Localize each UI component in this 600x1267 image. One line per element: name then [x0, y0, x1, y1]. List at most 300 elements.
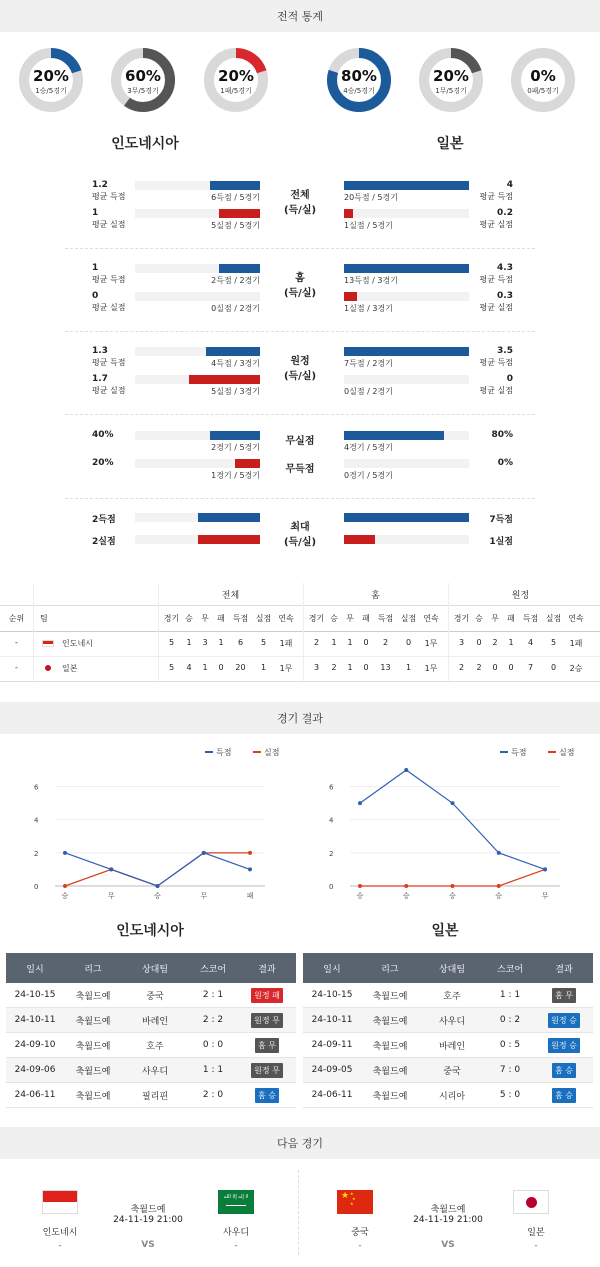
results-header-cell: 상대팀 — [141, 964, 169, 975]
result-badge: 원정 무 — [251, 1013, 283, 1028]
stat-cell: 0 — [492, 663, 498, 672]
flag-star-icon: ★ — [350, 1191, 354, 1196]
legend-label: 득점 — [511, 748, 527, 757]
result-cell — [535, 1063, 593, 1078]
x-tick-label: 무 — [541, 892, 549, 900]
data-point — [451, 884, 455, 888]
stat-label: 무실점 — [285, 436, 315, 447]
result-league: 축월드예 — [75, 1016, 111, 1027]
stat-bar-fill — [344, 431, 444, 440]
result-badge: 홈 승 — [552, 1088, 576, 1103]
result-cell — [535, 1088, 593, 1103]
result-score: 2 : 1 — [202, 990, 224, 1000]
result-league: 축월드예 — [75, 991, 111, 1002]
stat-value: 0.2 — [497, 208, 513, 218]
flag-japan-icon — [45, 665, 51, 671]
flag-disc — [526, 1197, 537, 1208]
stat-bar-track — [135, 459, 260, 468]
next-datetime: 24-11-19 21:00 — [113, 1215, 183, 1225]
series-line — [65, 853, 250, 886]
stat-cell: 7 — [527, 663, 534, 672]
team-header: 팀 — [40, 614, 48, 623]
donut-subtext: 3무/5경기 — [127, 87, 159, 95]
section-header-record: 전적 통계 — [0, 0, 600, 32]
result-badge: 홈 승 — [552, 1063, 576, 1078]
home-team-name-results: 인도네시아 — [116, 923, 184, 939]
stat-cell: 1 — [508, 638, 514, 647]
stat-label: (득/실) — [283, 205, 317, 216]
result-opponent: 필리핀 — [141, 1091, 169, 1102]
stat-desc: 평균 득점 — [92, 358, 126, 367]
sub-header: 승 — [330, 614, 338, 623]
stat-bar-track — [135, 347, 260, 356]
flag-japan-icon — [513, 1190, 549, 1214]
stat-cell: 0 — [363, 638, 369, 647]
stat-bar-fill — [219, 264, 260, 273]
result-score: 0 : 2 — [499, 1015, 521, 1025]
result-badge: 홈 무 — [552, 988, 576, 1003]
donut-subtext: 1패/5경기 — [220, 87, 252, 95]
stat-caption: 5실점 / 5경기 — [211, 221, 260, 230]
next-league: 축월드예 — [130, 1205, 166, 1215]
stat-label: 전체 — [290, 190, 310, 201]
stat-cell: 0 — [476, 638, 482, 647]
result-badge: 홈 무 — [255, 1038, 279, 1053]
away-team-name: 일본 — [436, 136, 464, 152]
team-cell: 인도네시 — [62, 639, 93, 648]
stat-bar-track — [135, 535, 260, 544]
x-tick-label: 승 — [154, 892, 161, 900]
stat-cell: 0 — [550, 663, 557, 672]
result-opponent: 바레인 — [141, 1016, 169, 1027]
stat-cell: 0 — [508, 663, 514, 672]
y-tick-label: 0 — [329, 883, 334, 891]
donut-chart — [418, 47, 484, 113]
stat-cell: 0 — [218, 663, 224, 672]
sub-header: 득점 — [232, 614, 249, 623]
donut-subtext: 1승/5경기 — [35, 87, 67, 95]
result-opponent: 바레인 — [438, 1041, 466, 1052]
stat-bar-track — [135, 513, 260, 522]
data-point — [248, 851, 252, 855]
result-cell — [238, 988, 296, 1003]
sub-header: 무 — [201, 614, 209, 623]
away-team-name-results: 일본 — [431, 923, 459, 939]
flag-indonesia-icon — [42, 640, 54, 647]
stat-desc: 평균 득점 — [479, 358, 513, 367]
result-badge: 원정 승 — [548, 1013, 580, 1028]
line-chart — [30, 740, 280, 910]
results-row — [6, 1008, 296, 1033]
results-row — [303, 1083, 593, 1108]
stat-value: 3.5 — [497, 346, 513, 356]
sub-header: 승 — [185, 614, 193, 623]
result-cell — [238, 1088, 296, 1103]
stat-label: 최대 — [290, 522, 310, 533]
donut-percent: 20% — [218, 67, 254, 85]
stat-desc: 평균 실점 — [92, 303, 126, 312]
sub-header: 득점 — [377, 614, 394, 623]
result-cell — [535, 1038, 593, 1053]
stat-caption: 2경기 / 5경기 — [211, 443, 260, 452]
y-tick-label: 6 — [34, 783, 39, 792]
stat-cell: 2 — [476, 663, 482, 672]
flag-sword-icon — [226, 1205, 246, 1206]
donut-chart — [110, 47, 176, 113]
data-point — [451, 801, 455, 805]
stat-caption: 7득점 / 2경기 — [344, 359, 393, 368]
stat-caption: 0실점 / 2경기 — [344, 387, 393, 396]
sub-header: 실점 — [545, 614, 562, 623]
section-header-next: 다음 경기 — [0, 1127, 600, 1159]
results-header-cell: 리그 — [84, 964, 102, 975]
stat-cell: 4 — [186, 663, 192, 672]
result-cell — [238, 1013, 296, 1028]
stat-value: 0% — [497, 458, 513, 468]
stat-value: 2득점 — [92, 515, 116, 525]
stat-desc: 평균 실점 — [479, 303, 513, 312]
stat-label: 홈 — [295, 273, 305, 284]
flag-star-icon: ★ — [350, 1201, 354, 1206]
divider — [65, 498, 535, 499]
result-score: 0 : 0 — [202, 1040, 224, 1050]
stat-desc: 평균 득점 — [479, 275, 513, 284]
x-tick-label: 승 — [356, 892, 364, 900]
stat-cell: 1 — [347, 638, 353, 647]
data-point — [543, 867, 547, 871]
flag-saudi-icon — [218, 1190, 254, 1214]
stat-cell: 1 — [331, 638, 337, 647]
result-score: 0 : 5 — [499, 1040, 521, 1050]
stat-value: 1.3 — [92, 346, 108, 356]
stat-cell: 5 — [260, 638, 267, 647]
result-cell — [535, 1013, 593, 1028]
legend-label: 실점 — [264, 748, 280, 757]
divider — [0, 681, 600, 682]
stat-value: 1.7 — [92, 374, 108, 384]
stat-bar-track — [135, 209, 260, 218]
sub-header: 실점 — [400, 614, 417, 623]
result-league: 축월드예 — [75, 1041, 111, 1052]
divider — [65, 248, 535, 249]
x-tick-label: 무 — [107, 892, 115, 900]
y-tick-label: 2 — [329, 849, 334, 858]
stat-value: 0 — [506, 374, 513, 384]
results-row — [303, 1058, 593, 1083]
sub-header: 패 — [362, 614, 370, 623]
result-badge: 원정 승 — [548, 1038, 580, 1053]
sub-header: 경기 — [163, 614, 180, 623]
result-badge: 원정 무 — [251, 1063, 283, 1078]
result-badge: 원정 패 — [251, 988, 283, 1003]
y-tick-label: 4 — [329, 816, 334, 825]
stat-cell: 2 — [313, 638, 320, 647]
results-row — [6, 983, 296, 1008]
result-score: 1 : 1 — [499, 990, 521, 1000]
next-away-team: 일본 — [527, 1228, 545, 1238]
stat-caption: 1실점 / 3경기 — [344, 304, 393, 313]
divider — [33, 583, 34, 681]
legend-label: 실점 — [559, 748, 575, 757]
result-league: 축월드예 — [372, 991, 408, 1002]
flag-stripe — [43, 641, 53, 644]
results-header — [6, 953, 296, 983]
stat-caption: 0경기 / 5경기 — [344, 471, 393, 480]
flag-star-icon: ★ — [352, 1196, 356, 1201]
donut-percent: 0% — [530, 67, 556, 85]
stat-cell: 1 — [186, 638, 192, 647]
data-point — [63, 851, 67, 855]
stat-caption: 6득점 / 5경기 — [211, 193, 260, 202]
stat-desc: 평균 실점 — [479, 386, 513, 395]
result-cell — [238, 1038, 296, 1053]
results-header — [303, 953, 593, 983]
data-point — [63, 884, 67, 888]
stat-cell: 1무 — [424, 639, 438, 648]
donut-percent: 20% — [33, 67, 69, 85]
y-tick-label: 4 — [34, 816, 39, 825]
stat-cell: 0 — [363, 663, 369, 672]
stat-bar-fill — [219, 209, 260, 218]
data-point — [497, 851, 501, 855]
group-header: 전체 — [221, 591, 240, 601]
x-tick-label: 승 — [61, 892, 69, 900]
stat-caption: 0실점 / 2경기 — [211, 304, 260, 313]
stat-cell: 4 — [527, 638, 534, 647]
data-point — [109, 867, 113, 871]
stat-value: 0.3 — [497, 291, 513, 301]
results-row — [6, 1083, 296, 1108]
legend-label: 득점 — [216, 748, 232, 757]
stat-cell: 1 — [347, 663, 353, 672]
series-line — [65, 853, 250, 886]
stat-desc: 평균 실점 — [479, 220, 513, 229]
divider — [0, 656, 600, 657]
stat-value: 7득점 — [489, 515, 513, 525]
stat-cell: 2승 — [569, 664, 583, 673]
stat-cell: 1 — [405, 663, 412, 672]
result-date: 24-06-11 — [311, 1090, 353, 1100]
results-header-cell: 일시 — [26, 964, 44, 975]
result-league: 축월드예 — [372, 1066, 408, 1077]
result-score: 5 : 0 — [499, 1090, 521, 1100]
stat-cell: 5 — [550, 638, 557, 647]
stat-value: 4 — [506, 180, 513, 190]
stat-desc: 평균 실점 — [92, 220, 126, 229]
next-league: 축월드예 — [430, 1205, 466, 1215]
divider — [65, 414, 535, 415]
stat-cell: 5 — [168, 638, 175, 647]
result-cell — [238, 1063, 296, 1078]
result-cell — [535, 988, 593, 1003]
sub-header: 경기 — [453, 614, 470, 623]
stat-bar-track — [135, 431, 260, 440]
stat-bar-fill — [198, 513, 261, 522]
next-away-sub: - — [234, 1241, 238, 1251]
group-header: 원정 — [511, 591, 530, 601]
sub-header: 실점 — [255, 614, 272, 623]
result-date: 24-06-11 — [14, 1090, 56, 1100]
results-header-cell: 결과 — [258, 964, 276, 975]
group-header: 홈 — [371, 591, 380, 601]
stat-bar-fill — [344, 535, 375, 544]
stat-cell: 2 — [331, 663, 337, 672]
stat-desc: 평균 득점 — [92, 275, 126, 284]
stat-bar-fill — [344, 209, 353, 218]
sub-header: 패 — [507, 614, 515, 623]
next-home-sub: - — [358, 1241, 362, 1251]
donut-chart — [18, 47, 84, 113]
result-opponent: 시리아 — [438, 1091, 466, 1102]
result-opponent: 사우디 — [141, 1066, 169, 1077]
y-tick-label: 0 — [34, 883, 39, 891]
next-vs: VS — [141, 1240, 155, 1250]
next-datetime: 24-11-19 21:00 — [413, 1215, 483, 1225]
stat-cell: 13 — [380, 663, 391, 672]
stat-bar-track — [135, 292, 260, 301]
data-point — [248, 867, 252, 871]
stat-cell: 2 — [382, 638, 389, 647]
result-league: 축월드예 — [372, 1041, 408, 1052]
x-tick-label: 무 — [200, 892, 208, 900]
stat-caption: 20득점 / 5경기 — [344, 193, 398, 202]
flag-stripe — [43, 1191, 77, 1202]
stat-cell: 20 — [235, 663, 246, 672]
flag-indonesia-icon — [42, 1190, 78, 1214]
result-opponent: 중국 — [146, 991, 164, 1002]
sub-header: 연속 — [568, 614, 584, 623]
stat-bar-fill — [235, 459, 260, 468]
stat-bar-fill — [206, 347, 260, 356]
stat-cell: 1패 — [279, 639, 293, 648]
rank-cell: - — [15, 638, 18, 647]
stat-label: (득/실) — [283, 288, 317, 299]
sub-header: 무 — [346, 614, 354, 623]
stat-value: 1 — [92, 263, 99, 273]
stat-value: 4.3 — [497, 263, 513, 273]
results-row — [303, 1008, 593, 1033]
stat-label: (득/실) — [283, 537, 317, 548]
stat-cell: 2 — [458, 663, 465, 672]
data-point — [497, 884, 501, 888]
divider — [0, 605, 600, 606]
result-date: 24-10-15 — [14, 990, 56, 1000]
stat-caption: 13득점 / 3경기 — [344, 276, 398, 285]
x-tick-label: 승 — [402, 892, 410, 900]
stat-value: 0 — [92, 291, 99, 301]
stat-cell: 1무 — [424, 664, 438, 673]
stat-cell: 1패 — [569, 639, 583, 648]
sub-header: 연속 — [423, 614, 439, 623]
next-home-team: 중국 — [351, 1228, 369, 1238]
y-tick-label: 6 — [329, 783, 334, 792]
stat-caption: 4경기 / 5경기 — [344, 443, 393, 452]
donut-chart — [203, 47, 269, 113]
stat-bar-fill — [198, 535, 261, 544]
result-badge: 홈 승 — [255, 1088, 279, 1103]
next-away-team: 사우디 — [222, 1228, 250, 1238]
rank-header: 순위 — [8, 614, 25, 623]
stat-cell: 1 — [202, 663, 208, 672]
result-score: 1 : 1 — [202, 1065, 224, 1075]
stat-caption: 5실점 / 3경기 — [211, 387, 260, 396]
next-away-sub: - — [534, 1241, 538, 1251]
flag-star-icon: ★ — [341, 1191, 350, 1201]
line-chart — [325, 740, 575, 910]
stat-bar-fill — [210, 431, 260, 440]
stat-cell: 3 — [458, 638, 465, 647]
stat-cell: 1 — [260, 663, 267, 672]
stat-bar-fill — [189, 375, 260, 384]
result-date: 24-09-05 — [311, 1065, 353, 1075]
result-opponent: 호주 — [146, 1041, 164, 1052]
results-header-cell: 상대팀 — [438, 964, 466, 975]
result-league: 축월드예 — [75, 1091, 111, 1102]
divider — [298, 1170, 299, 1255]
results-row — [303, 1033, 593, 1058]
stat-cell: 1 — [218, 638, 224, 647]
series-line — [360, 869, 545, 886]
result-date: 24-09-11 — [311, 1040, 353, 1050]
next-home-sub: - — [58, 1241, 62, 1251]
result-score: 2 : 2 — [202, 1015, 224, 1025]
donut-percent: 80% — [341, 67, 377, 85]
result-score: 7 : 0 — [499, 1065, 521, 1075]
results-row — [6, 1033, 296, 1058]
team-cell: 일본 — [62, 664, 78, 673]
stat-caption: 2득점 / 2경기 — [211, 276, 260, 285]
results-header-cell: 스코어 — [199, 964, 227, 975]
stat-bar-track — [135, 264, 260, 273]
data-point — [358, 801, 362, 805]
results-header-cell: 리그 — [381, 964, 399, 975]
data-point — [404, 768, 408, 772]
result-league: 축월드예 — [372, 1016, 408, 1027]
result-date: 24-09-06 — [14, 1065, 56, 1075]
results-header-cell: 일시 — [323, 964, 341, 975]
flag-script: لا إله إلا الله — [223, 1194, 249, 1200]
stat-cell: 2 — [492, 638, 498, 647]
stat-label: 무득점 — [285, 464, 315, 475]
result-league: 축월드예 — [75, 1066, 111, 1077]
stat-bar-fill — [210, 181, 260, 190]
data-point — [404, 884, 408, 888]
sub-header: 패 — [217, 614, 225, 623]
stat-caption: 1실점 / 5경기 — [344, 221, 393, 230]
result-league: 축월드예 — [372, 1091, 408, 1102]
sub-header: 무 — [491, 614, 499, 623]
results-header-cell: 결과 — [555, 964, 573, 975]
stat-bar-track — [135, 181, 260, 190]
result-opponent: 호주 — [443, 991, 461, 1002]
next-home-team: 인도네시 — [42, 1228, 78, 1238]
stat-cell: 5 — [168, 663, 175, 672]
stat-value: 1.2 — [92, 180, 108, 190]
stat-desc: 평균 득점 — [92, 192, 126, 201]
donut-percent: 60% — [125, 67, 161, 85]
donut-subtext: 4승/5경기 — [343, 87, 375, 95]
stat-value: 20% — [92, 458, 114, 468]
stat-desc: 평균 득점 — [479, 192, 513, 201]
x-tick-label: 패 — [246, 892, 254, 900]
x-tick-label: 승 — [495, 892, 503, 900]
donut-subtext: 1무/5경기 — [435, 87, 467, 95]
sub-header: 득점 — [522, 614, 539, 623]
stat-cell: 1무 — [279, 664, 293, 673]
divider — [0, 631, 600, 632]
stat-label: (득/실) — [283, 371, 317, 382]
divider — [65, 331, 535, 332]
